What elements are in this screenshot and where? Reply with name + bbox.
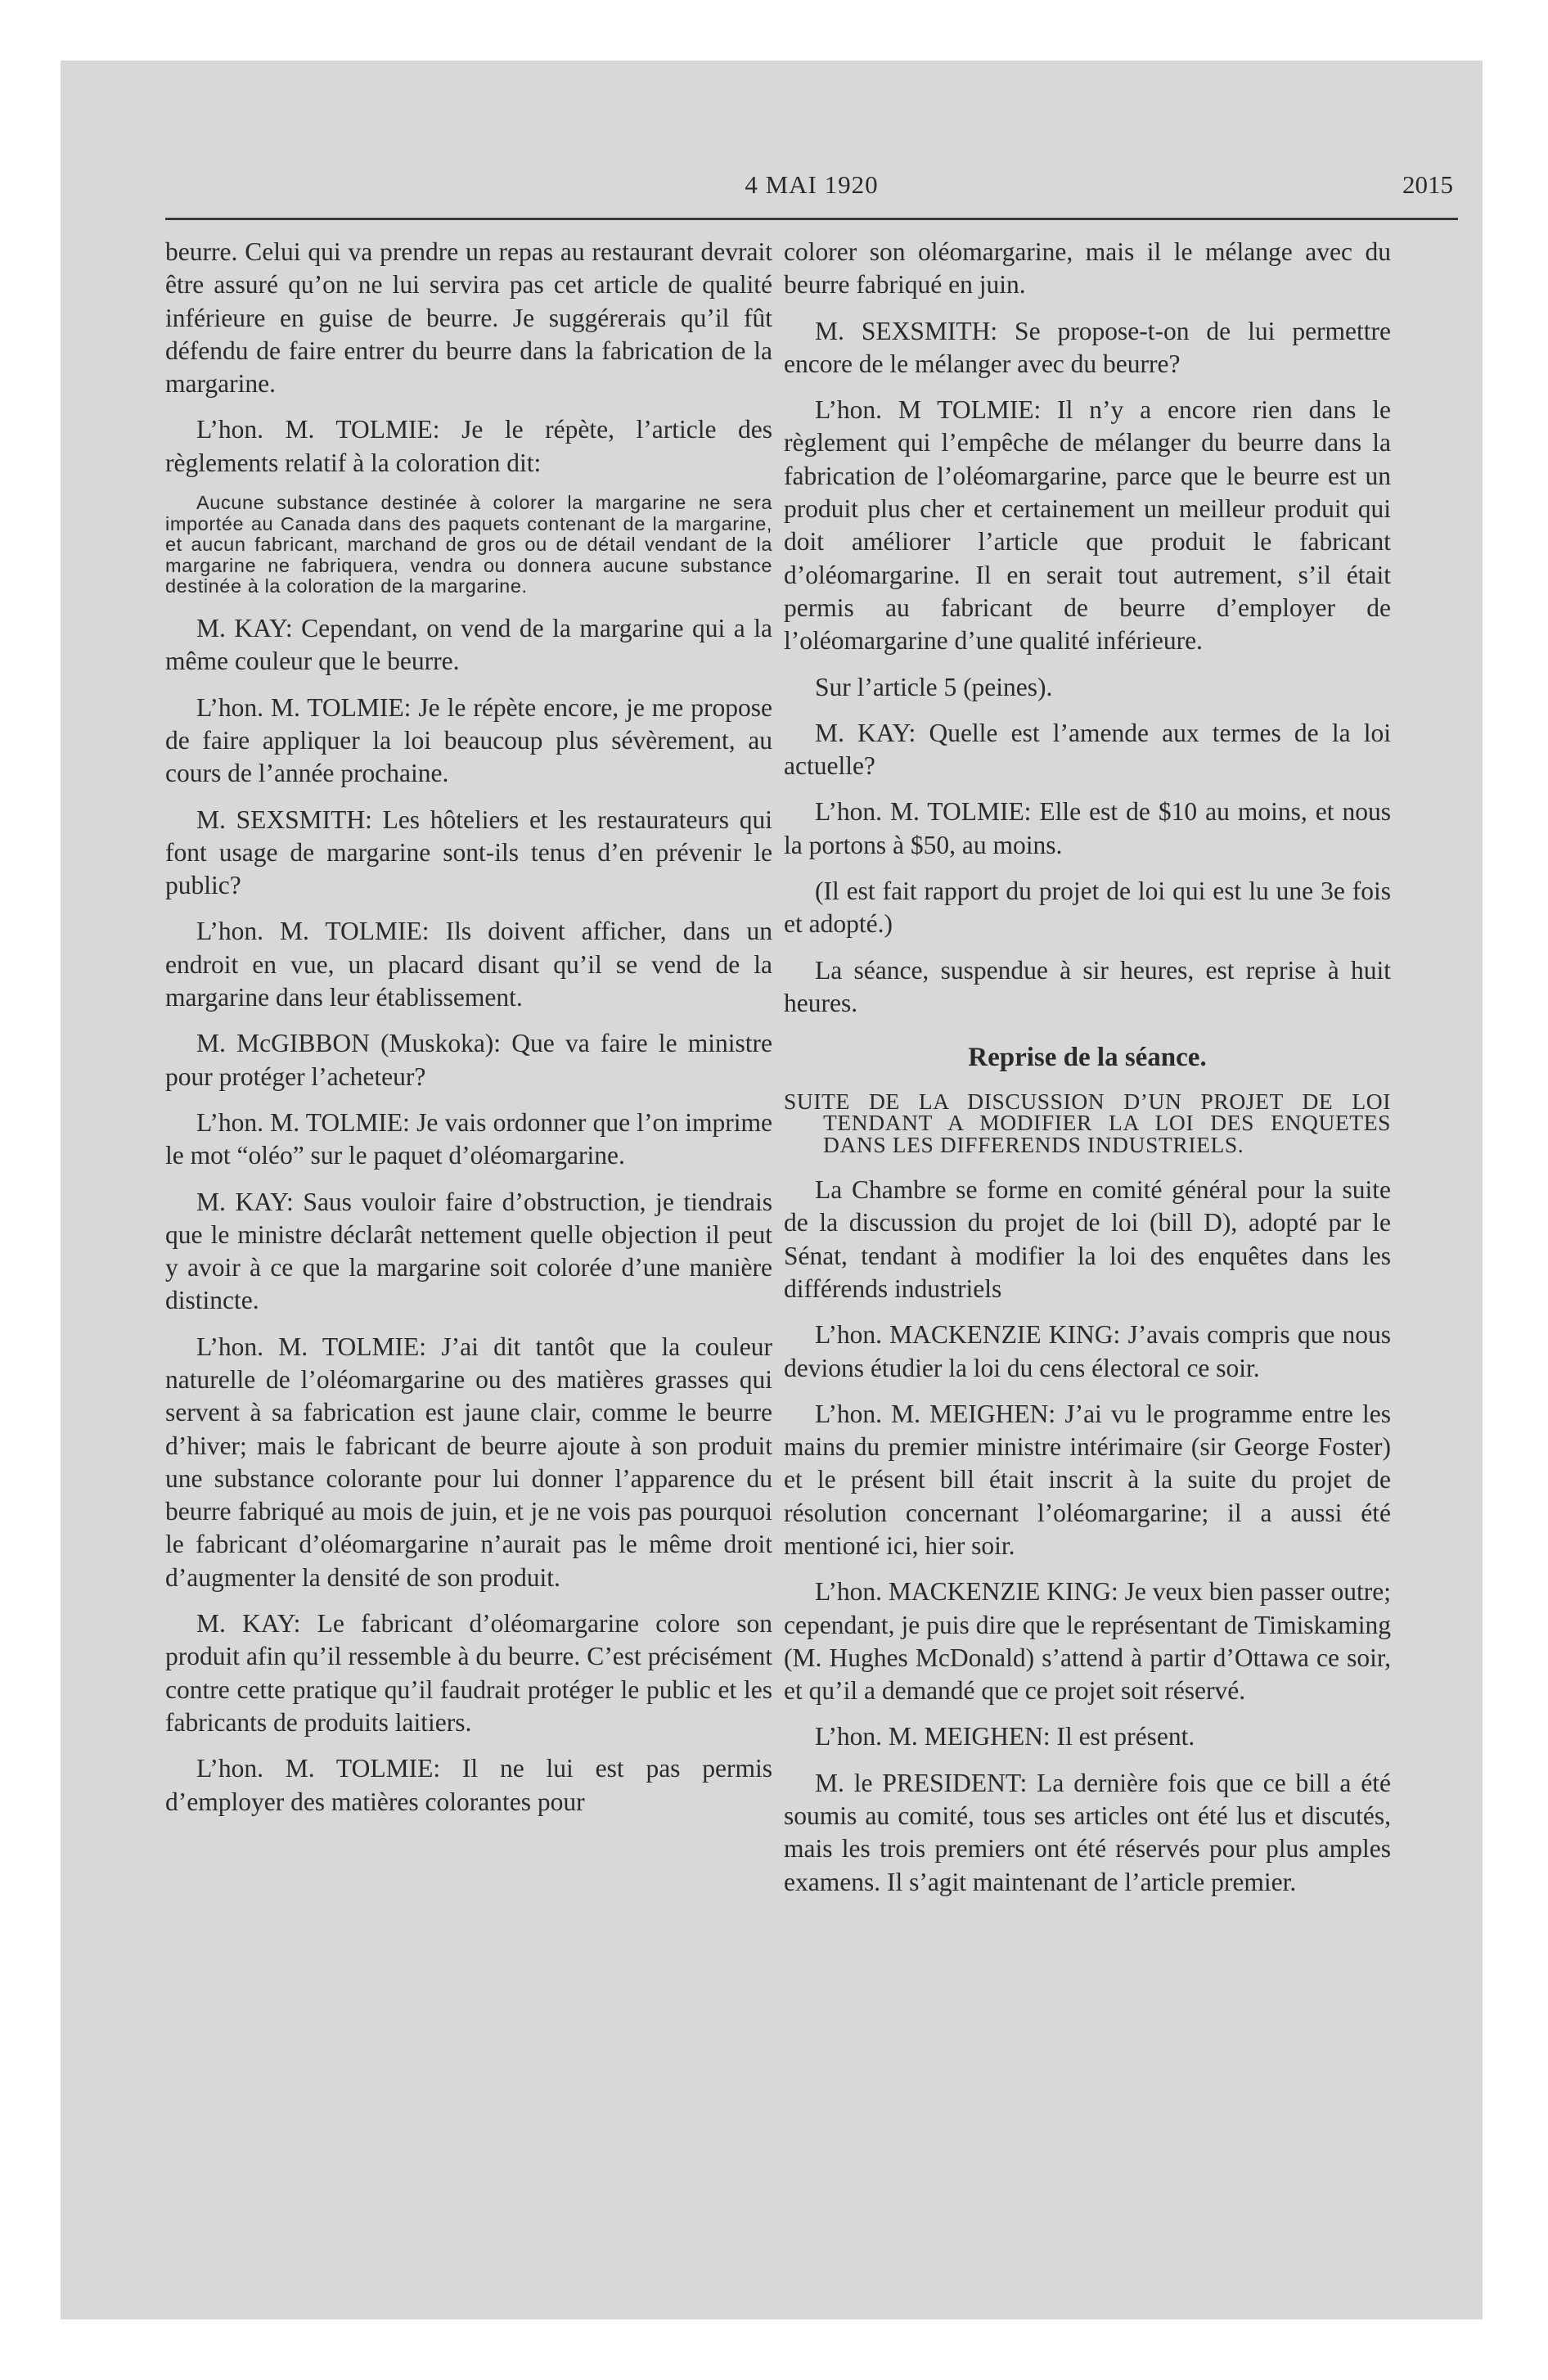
page-number: 2015 <box>1402 170 1453 199</box>
paragraph: M. KAY: Quelle est l’amende aux termes de la loi actuelle? <box>784 718 1391 781</box>
paragraph: L’hon. M. TOLMIE: Je vais ordonner que l’on imprime le mot “oléo” sur le paquet d’oléomargarine. <box>165 1107 772 1170</box>
paragraph: M. SEXSMITH: Les hôteliers et les restaurateurs qui font usage de margarine sont-ils tenus d’en prévenir le public? <box>165 805 772 900</box>
paragraph: L’hon. M. TOLMIE: Ils doivent afficher, dans un endroit en vue, un placard disant qu’il se vend de la margarine dans leur établissement. <box>165 917 772 1012</box>
paragraph: L’hon. M TOLMIE: Il n’y a encore rien dans le règlement qui l’empêche de mélanger du beurre dans la fabrication de l’oléomargarine, parce que le beurre est un produit plus cher et certainement un meilleur produit qui doit améliorer l’article que produit le fabricant d’oléomargarine. Il en serait tout autrement, s’il était permis au fabricant de beurre d’employer de l’oléomargarine d’une qualité inférieure. <box>784 395 1391 656</box>
left-column <box>165 236 772 1832</box>
right-column <box>784 236 1391 1912</box>
paragraph: M. KAY: Le fabricant d’oléomargarine colore son produit afin qu’il ressemble à du beurre. C’est précisément contre cette pratique qu’il faudrait protéger le public et les fabricants de produits laitiers. <box>165 1609 772 1737</box>
page-header <box>165 159 1458 216</box>
paragraph: L’hon. M. TOLMIE: J’ai dit tantôt que la couleur naturelle de l’oléomargarine ou des matières grasses qui servent à sa fabrication est jaune clair, comme le beurre d’hiver; mais le fabricant de beurre ajoute à son produit une substance colorante pour lui donner l’apparence du beurre fabriqué au mois de juin, et je ne vois pas pourquoi le fabricant d’oléomargarine n’aurait pas le même droit d’augmenter la densité de son produit. <box>165 1332 772 1592</box>
paragraph: M. KAY: Cependant, on vend de la margarine qui a la même couleur que le beurre. <box>165 614 772 676</box>
paragraph: beurre. Celui qui va prendre un repas au restaurant devrait être assuré qu’on ne lui servira pas cet article de qualité inférieure en guise de beurre. Je suggérerais qu’il fût défendu de faire entrer du beurre dans la fabrication de la margarine. <box>165 237 772 399</box>
paragraph: colorer son oléomargarine, mais il le mélange avec du beurre fabriqué en juin. <box>784 237 1391 300</box>
page-content <box>61 61 1483 2319</box>
paragraph: L’hon. MACKENZIE KING: Je veux bien passer outre; cependant, je puis dire que le représentant de Timiskaming (M. Hughes McDonald) s’attend à partir d’Ottawa ce soir, et qu’il a demandé que ce projet soit réservé. <box>784 1577 1391 1706</box>
paragraph: La séance, suspendue à sir heures, est reprise à huit heures. <box>784 955 1391 1017</box>
quoted-regulation: Aucune substance destinée à colorer la margarine ne sera importée au Canada dans des paquets contenant de la margarine, et aucun fabricant, marchand de gros ou de détail vendant de la margarine ne fabriquera, vendra ou donnera aucune substance destinée à la coloration de la margarine. <box>165 492 772 597</box>
paragraph: Sur l’article 5 (peines). <box>815 672 1053 701</box>
header-date: 4 MAI 1920 <box>745 170 879 199</box>
paragraph: M. le PRESIDENT: La dernière fois que ce bill a été soumis au comité, tous ses articles ont été lus et discutés, mais les trois premiers ont été réservés pour plus amples examens. Il s’agit maintenant de l’article premier. <box>784 1768 1391 1896</box>
paragraph: M. SEXSMITH: Se propose-t-on de lui permettre encore de le mélanger avec du beurre? <box>784 316 1391 378</box>
header-rule <box>165 218 1458 220</box>
paragraph: M. KAY: Saus vouloir faire d’obstruction, je tiendrais que le ministre déclarât nettement quelle objection il peut y avoir à ce que la margarine soit colorée d’une manière distincte. <box>165 1187 772 1315</box>
section-subheading: SUITE DE LA DISCUSSION D’UN PROJET DE LOI TENDANT A MODIFIER LA LOI DES ENQUETES DANS LES DIFFERENDS INDUSTRIELS. <box>784 1088 1391 1157</box>
paragraph: L’hon. M. TOLMIE: Je le répète, l’article des règlements relatif à la coloration dit: <box>165 415 772 477</box>
paragraph: La Chambre se forme en comité général pour la suite de la discussion du projet de loi (bill D), adopté par le Sénat, tendant à modifier la loi des enquêtes dans les différends industriels <box>784 1175 1391 1303</box>
paragraph: M. McGIBBON (Muskoka): Que va faire le ministre pour protéger l’acheteur? <box>165 1029 772 1091</box>
paragraph: L’hon. M. MEIGHEN: J’ai vu le programme entre les mains du premier ministre intérimaire (sir George Foster) et le présent bill était inscrit à la suite du projet de résolution concernant l’oléomargarine; il a aussi été mentioné ici, hier soir. <box>784 1399 1391 1560</box>
paragraph: (Il est fait rapport du projet de loi qui est lu une 3e fois et adopté.) <box>784 877 1391 939</box>
paragraph: L’hon. M. TOLMIE: Je le répète encore, je me propose de faire appliquer la loi beaucoup plus sévèrement, au cours de l’année prochaine. <box>165 692 772 788</box>
paragraph: L’hon. M. TOLMIE: Elle est de $10 au moins, et nous la portons à $50, au moins. <box>784 797 1391 859</box>
paragraph: L’hon. M. MEIGHEN: Il est présent. <box>815 1722 1195 1751</box>
paragraph: L’hon. MACKENZIE KING: J’avais compris que nous devions étudier la loi du cens électoral ce soir. <box>784 1320 1391 1382</box>
scanned-page <box>61 61 1483 2319</box>
paragraph: L’hon. M. TOLMIE: Il ne lui est pas permis d’employer des matières colorantes pour <box>165 1754 772 1816</box>
section-heading: Reprise de la séance. <box>968 1043 1207 1073</box>
